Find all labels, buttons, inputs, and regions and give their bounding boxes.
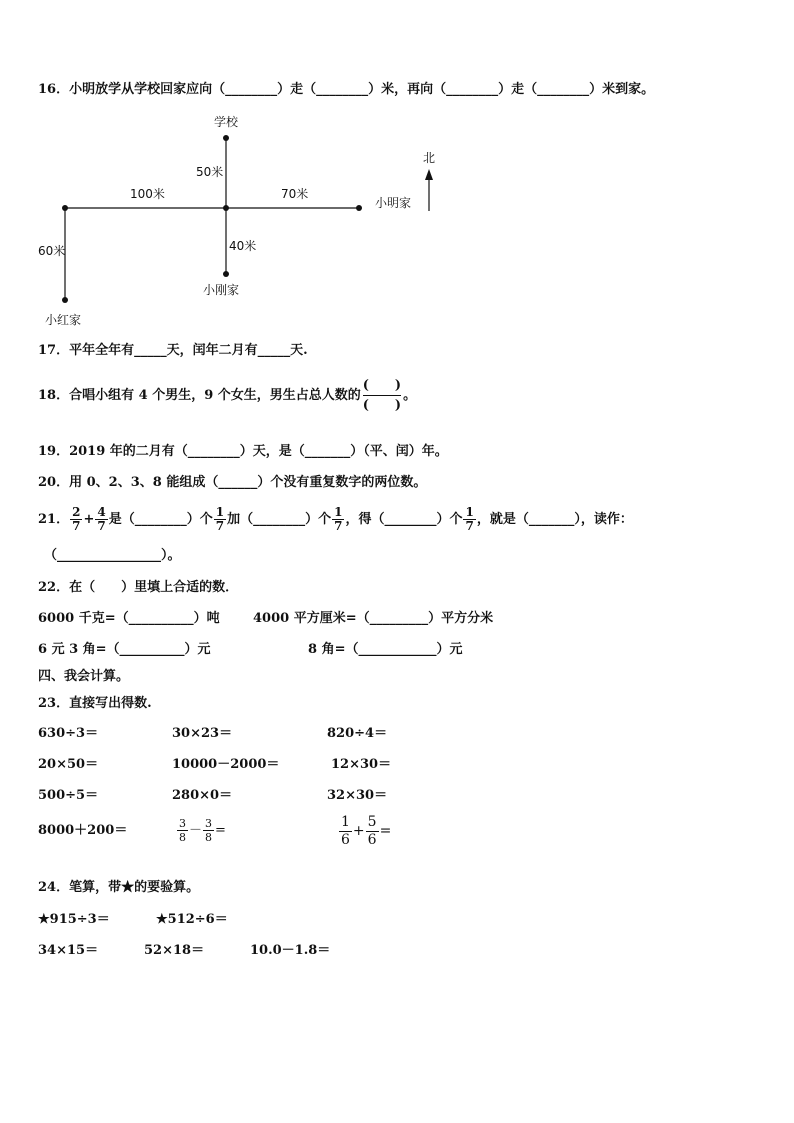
calc-fraction-subtraction: $\frac{3}{8}$ － $\frac{3}{8}$ = bbox=[179, 817, 226, 844]
question-21: 21． $\frac{2}{7}$ + $\frac{4}{7}$ 是（________）个 $\frac{1}{7}$ 加（________）个 $\frac{1}{7}$ ，得（________）个 $\frac{1}{7}$ ，就是（_______），读作： bbox=[38, 505, 633, 533]
question-21-line2: （________________）。 bbox=[44, 548, 181, 563]
fraction-denominator-blank: ( ) bbox=[362, 398, 402, 413]
fraction-numerator-blank: ( ) bbox=[362, 378, 402, 393]
fraction-2-7: $\frac{2}{7}$ bbox=[72, 505, 81, 533]
fraction-4-7: $\frac{4}{7}$ bbox=[97, 505, 106, 533]
question-18 bbox=[38, 377, 416, 415]
question-22-title: 22．在（ ）里填上合适的数． bbox=[38, 580, 239, 595]
left-point bbox=[62, 205, 68, 211]
north-arrowhead-icon bbox=[425, 169, 433, 180]
direction-map bbox=[0, 100, 794, 340]
school-point bbox=[223, 135, 229, 141]
xiaohong-home-label: 小红家 bbox=[45, 313, 82, 327]
calc-item: 30×23＝ bbox=[172, 726, 233, 741]
distance-50-label: 50米 bbox=[196, 165, 224, 179]
question-24-title: 24．笔算，带★的要验算。 bbox=[38, 880, 200, 895]
fraction-1-7-a: $\frac{1}{7}$ bbox=[215, 505, 225, 533]
center-point bbox=[223, 205, 229, 211]
calc-item: ★915÷3＝ bbox=[38, 912, 110, 927]
section-4-heading: 四、我会计算。 bbox=[38, 669, 130, 684]
calc-item: 12×30＝ bbox=[331, 757, 392, 772]
question-20: 20．用 0、2、3、8 能组成（______）个没有重复数字的两位数。 bbox=[38, 475, 427, 490]
plus-sign: + bbox=[83, 512, 95, 527]
calc-item: 630÷3＝ bbox=[38, 726, 99, 741]
question-18-end: 。 bbox=[403, 388, 417, 403]
question-22-c: 6 元 3 角=（__________）元 bbox=[38, 642, 211, 657]
question-18-text: 18．合唱小组有 4 个男生，9 个女生，男生占总人数的 bbox=[38, 388, 361, 403]
question-23-title: 23．直接写出得数. bbox=[38, 696, 152, 711]
question-22-d: 8 角=（____________）元 bbox=[308, 642, 463, 657]
question-19: 19．2019 年的二月有（________）天，是（_______）（平、闰）年。 bbox=[38, 444, 448, 459]
distance-100-label: 100米 bbox=[130, 187, 165, 201]
xiaoming-home-label: 小明家 bbox=[375, 196, 412, 210]
distance-70-label: 70米 bbox=[281, 187, 309, 201]
distance-60-label: 60米 bbox=[38, 244, 66, 258]
calc-item: 10000－2000＝ bbox=[172, 757, 280, 772]
xiaoming-home-point bbox=[356, 205, 362, 211]
calc-item: 8000＋200＝ bbox=[38, 823, 128, 838]
calc-item: 32×30＝ bbox=[327, 788, 388, 803]
fraction-1-7-c: $\frac{1}{7}$ bbox=[465, 505, 474, 533]
question-17: 17．平年全年有_____天，闰年二月有_____天. bbox=[38, 343, 308, 358]
calc-item: 20×50＝ bbox=[38, 757, 99, 772]
distance-40-label: 40米 bbox=[229, 239, 257, 253]
calc-item: 820÷4＝ bbox=[327, 726, 388, 741]
calc-item: 34×15＝ bbox=[38, 943, 99, 958]
question-21-label: 21． bbox=[38, 512, 70, 527]
north-label: 北 bbox=[423, 151, 436, 165]
calc-fraction-addition: $\frac{1}{6}$ + $\frac{5}{6}$ = bbox=[341, 813, 392, 848]
calc-item: 10.0－1.8＝ bbox=[250, 943, 331, 958]
calc-item: ★512÷6＝ bbox=[156, 912, 228, 927]
xiaogang-home-label: 小刚家 bbox=[203, 283, 240, 297]
calc-item: 280×0＝ bbox=[172, 788, 233, 803]
fraction-1-7-b: $\frac{1}{7}$ bbox=[334, 505, 343, 533]
question-22-a: 6000 千克=（__________）吨 bbox=[38, 611, 220, 626]
question-22-b: 4000 平方厘米=（_________）平方分米 bbox=[253, 611, 494, 626]
xiaohong-home-point bbox=[62, 297, 68, 303]
calc-item: 500÷5＝ bbox=[38, 788, 99, 803]
question-16: 16．小明放学从学校回家应向（________）走（________）米，再向（________）走（________）米到家。 bbox=[38, 82, 655, 97]
xiaogang-home-point bbox=[223, 271, 229, 277]
answer-fraction-blank bbox=[363, 377, 401, 414]
calc-item: 52×18＝ bbox=[144, 943, 205, 958]
school-label: 学校 bbox=[214, 115, 239, 129]
